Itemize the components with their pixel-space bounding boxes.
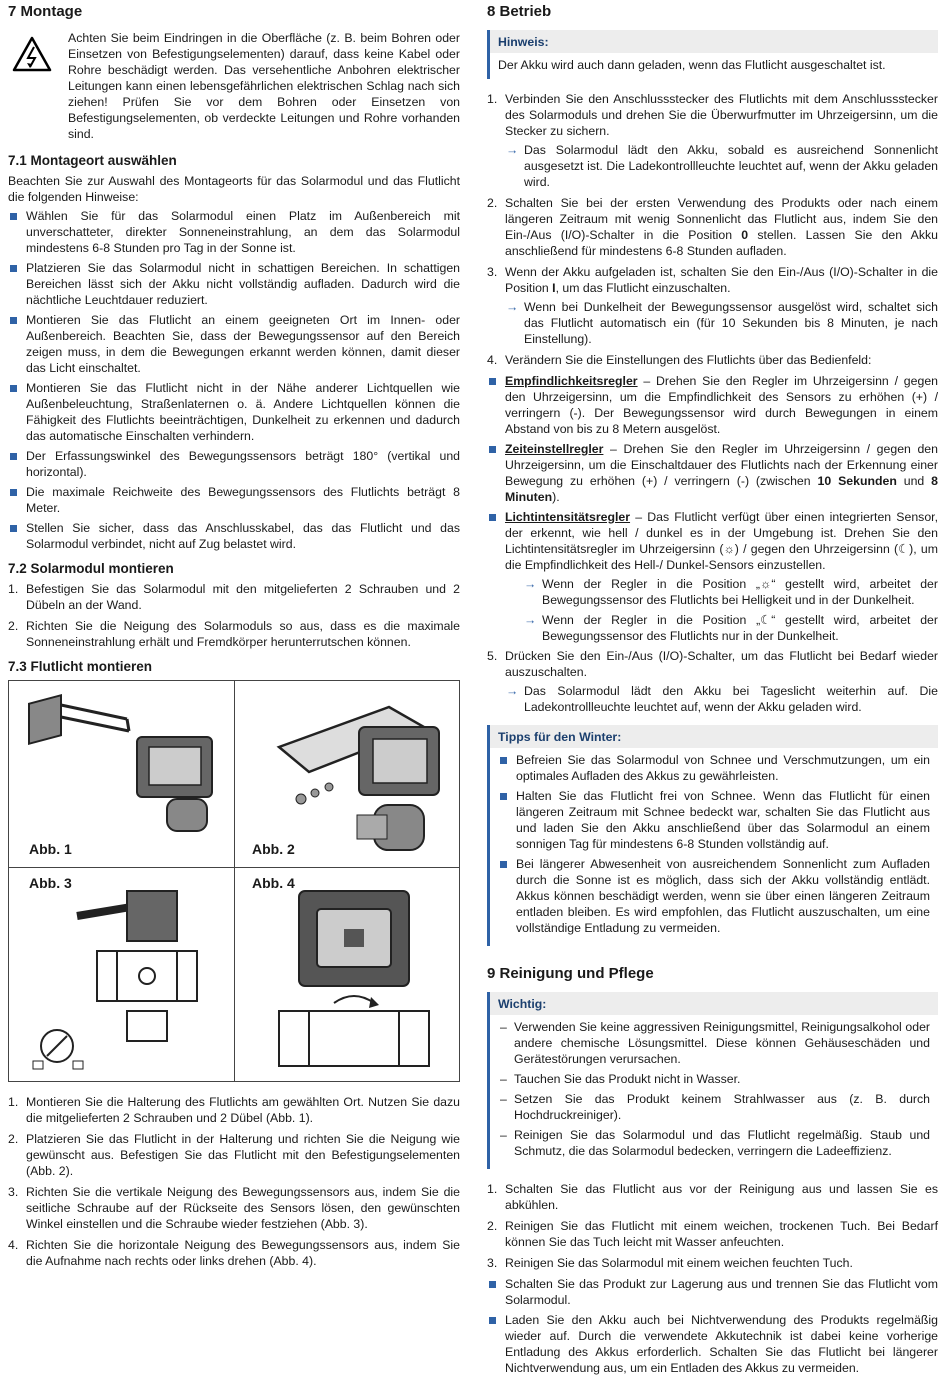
operation-steps-cont: [487, 648, 938, 715]
list-item: Halten Sie das Flutlicht frei von Schnee. Wenn das Flutlicht für einen längeren Zeitraum mit Schnee bedeckt war, schalten Sie das Flutlicht aus und laden Sie den Akku anschließend über das Solarmodul an einem sonnigen Tag für mindestens 6-8 Stunden vollständig auf.: [498, 788, 930, 852]
operation-steps: [487, 91, 938, 368]
moon-icon: ☾: [760, 613, 772, 627]
mounting-figures: [8, 680, 460, 1082]
section-8-title: 8 Betrieb: [487, 3, 552, 20]
list-item: 1. Schalten Sie das Flutlicht aus vor der Reinigung aus und lassen Sie es abkühlen.: [487, 1182, 938, 1212]
list-item: Der Erfassungswinkel des Bewegungssensors beträgt 180° (vertikal und horizontal).: [8, 448, 460, 480]
figure-4-sensor-rotate-illustration: [249, 881, 459, 1076]
list-item: 5. Drücken Sie den Ein-/Aus (I/O)-Schalter, um das Flutlicht bei Bedarf wieder auszuschalten. → Das Solarmodul lädt den Akku bei Tageslicht weiterhin auf. Die Ladekontrollleuchte leuchtet auf, wenn der Akku geladen wird.: [487, 649, 938, 714]
section-7-3-title: 7.3 Flutlicht montieren: [8, 659, 153, 674]
list-item: Stellen Sie sicher, dass das Anschlusskabel, das das Flutlicht und das Solarmodul verbindet, nicht auf Zug belastet wird.: [8, 520, 460, 552]
arrow-right-icon: →: [506, 143, 519, 157]
section-7-2-title: 7.2 Solarmodul montieren: [8, 561, 174, 576]
list-item: – Setzen Sie das Produkt keinem Strahlwasser aus (z. B. durch Hochdruckreiniger).: [498, 1091, 930, 1123]
right-column: [487, 0, 938, 1380]
list-item: – Tauchen Sie das Produkt nicht in Wasser.: [498, 1071, 930, 1087]
list-item: Montieren Sie das Flutlicht nicht in der Nähe anderer Lichtquellen wie Außenbeleuchtung, Straßenlaternen o. ä. Andere Lichtquellen können die Fähigkeit des Flutlichts beeinträchtigen, Dunkelheit zu erkennen und dadurch das automatische Einschalten verhindern.: [8, 380, 460, 444]
warning-text: Achten Sie beim Eindringen in die Oberfläche (z. B. beim Bohren oder Einsetzen von Befestigungselementen) darauf, dass keine Kabel oder Rohre beschädigt werden. Das versehentliche Anbohren elektrischer Leitungen kann einen lebensgefährlichen elektrischen Schlag nach sich ziehen! Prüfen Sie vor dem Bohren oder Einsetzen von Befestigungselementen, ob verdeckte Leitungen und Rohre vorhanden sind.: [68, 31, 460, 141]
figure-3-sensor-tilt-illustration: [17, 881, 227, 1076]
hint-box: [487, 30, 938, 79]
cleaning-steps: [487, 1181, 938, 1271]
result-item: → Wenn bei Dunkelheit der Bewegungssensor ausgelöst wird, schaltet sich das Flutlicht automatisch ein (für 10 Sekunden bis 8 Minuten, je nach Einstellung).: [506, 300, 938, 346]
section-7-1-intro: Beachten Sie zur Auswahl des Montageorts für das Solarmodul und das Flutlicht die folgenden Hinweise:: [8, 174, 460, 204]
list-item: Lichtintensitätsregler – Das Flutlicht verfügt über einen integrierten Sensor, der erkennt, wie hell / dunkel es in der Umgebung ist. Drehen Sie den Lichtintensitätsregler im Uhrzeigersinn (☼) / gegen den Uhrzeigersinn (☾), um die Empfindlichkeit des Hell-/ Dunkel-Sensors einzustellen. → Wenn der Regler in die Position „☼“ gestellt wird, arbeitet der Bewegungssensor des Flutlichts bei Helligkeit und in der Dunkelheit. → Wenn der Regler in die Position „☾“ gestellt wird, arbeitet der Bewegungssensor des Flutlichts nur in der Dunkelheit.: [487, 509, 938, 644]
hint-box-text: Der Akku wird auch dann geladen, wenn das Flutlicht ausgeschaltet ist.: [498, 58, 886, 72]
result-item: → Wenn der Regler in die Position „☼“ gestellt wird, arbeitet der Bewegungssensor des Flutlichts bei Helligkeit und in der Dunkelheit.: [524, 577, 938, 607]
section-7-1-title: 7.1 Montageort auswählen: [8, 153, 177, 168]
figure-3-label: Abb. 3: [29, 875, 72, 891]
list-item: 2. Reinigen Sie das Flutlicht mit einem weichen, trockenen Tuch. Bei Bedarf können Sie das Tuch leicht mit Wasser anfeuchten.: [487, 1219, 938, 1249]
important-list: [498, 1019, 930, 1159]
list-item: Laden Sie den Akku auch bei Nichtverwendung des Produkts regelmäßig wieder auf. Durch die verwendete Akkutechnik ist dabei keine vorherige Entladung des Akkus erforderlich. Schalten Sie das Flutlicht bei längerer Nichtverwendung aus, um ein Entladen des Akkus zu vermeiden.: [487, 1312, 938, 1376]
result-item: → Das Solarmodul lädt den Akku, sobald es ausreichend Sonnenlicht ausgesetzt ist. Die Ladekontrollleuchte leuchtet auf, wenn der Akku geladen wird.: [506, 143, 938, 189]
list-item: 1. Befestigen Sie das Solarmodul mit den mitgelieferten 2 Schrauben und 2 Dübeln an der Wand.: [8, 582, 460, 612]
list-item: 3. Reinigen Sie das Solarmodul mit einem weichen feuchten Tuch.: [487, 1256, 853, 1270]
list-item: – Reinigen Sie das Solarmodul und das Flutlicht regelmäßig. Staub und Schmutz, die das Solarmodul bedecken, verringern die Ladeeffizienz.: [498, 1127, 930, 1159]
list-item: Platzieren Sie das Solarmodul nicht in schattigen Bereichen. In schattigen Bereichen lässt sich der Akku nicht vollständig aufladen. Dadurch wird die nächtliche Leuchtdauer reduziert.: [8, 260, 460, 308]
list-item: 1. Montieren Sie die Halterung des Flutlichts am gewählten Ort. Nutzen Sie dazu die mitgelieferten 2 Schrauben und 2 Dübel (Abb. 1).: [8, 1095, 460, 1125]
controls-list: [487, 373, 938, 644]
list-item: Empfindlichkeitsregler – Drehen Sie den Regler im Uhrzeigersinn / gegen den Uhrzeigersinn, um die Empfindlichkeit des Sensors zu erhöhen (+) / verringern (-). Der Bewegungssensor wird durch Bewegungen in einem Abstand von bis zu 8 Metern ausgelöst.: [487, 373, 938, 437]
high-voltage-warning-icon: [12, 36, 52, 72]
warning-block: [8, 30, 460, 142]
winter-tips-box: [487, 725, 938, 946]
solar-mount-steps: [8, 581, 460, 650]
important-box-title: Wichtig:: [490, 992, 938, 1015]
hint-box-title: Hinweis:: [490, 30, 938, 53]
sun-icon: ☼: [723, 542, 735, 556]
list-item: 3. Richten Sie die vertikale Neigung des Bewegungssensors aus, indem Sie die seitliche Schraube auf der Rückseite des Sensors lösen, den gewünschten Winkel einstellen und die Schraube wieder festziehen (Abb. 3).: [8, 1185, 460, 1231]
important-box: [487, 992, 938, 1169]
section-7-title: 7 Montage: [8, 3, 83, 20]
list-item: 2. Richten Sie die Neigung des Solarmoduls so aus, dass es die maximale Sonneneinstrahlung erhält und Fremdkörper herunterrutschen können.: [8, 619, 460, 649]
list-item: 3. Wenn der Akku aufgeladen ist, schalten Sie den Ein-/Aus (I/O)-Schalter in die Position I, um das Flutlicht einzuschalten. → Wenn bei Dunkelheit der Bewegungssensor ausgelöst wird, schaltet sich das Flutlicht automatisch ein (für 10 Sekunden bis 8 Minuten, je nach Einstellung).: [487, 265, 938, 346]
arrow-right-icon: →: [506, 684, 519, 698]
moon-icon: ☾: [898, 542, 910, 556]
figure-4-label: Abb. 4: [252, 875, 295, 891]
list-item: 4. Verändern Sie die Einstellungen des Flutlichts über das Bedienfeld:: [487, 353, 872, 367]
section-9-title: 9 Reinigung und Pflege: [487, 965, 654, 982]
list-item: – Verwenden Sie keine aggressiven Reinigungsmittel, Reinigungsalkohol oder andere chemische Lösungsmittel. Diese können Gehäuseschäden und Gerätestörungen verursachen.: [498, 1019, 930, 1067]
list-item: Zeiteinstellregler – Drehen Sie den Regler im Uhrzeigersinn / gegen den Uhrzeigersinn, um die Einschaltdauer des Flutlichts nach der Erkennung einer Bewegung zu erhöhen (+) / verringern (-) (zwischen 10 Sekunden und 8 Minuten).: [487, 441, 938, 505]
location-hints-list: [8, 208, 460, 552]
list-item: 1. Verbinden Sie den Anschlussstecker des Flutlichts mit dem Anschlussstecker des Solarmoduls und drehen Sie die Überwurfmutter im Uhrzeigersinn, um die Stecker zu sichern. → Das Solarmodul lädt den Akku, sobald es ausreichend Sonnenlicht ausgesetzt ist. Die Ladekontrollleuchte leuchtet auf, wenn der Akku geladen wird.: [487, 92, 938, 189]
list-item: Die maximale Reichweite des Bewegungssensors des Flutlichts beträgt 8 Meter.: [8, 484, 460, 516]
arrow-right-icon: →: [524, 613, 537, 627]
list-item: Bei längerer Abwesenheit von ausreichendem Sonnenlicht zum Aufladen durch die Sonne ist es möglich, dass sich der Akku vollständig entlädt. Akkus können beschädigt werden, wenn sie über einen längeren Zeitraum entladen bleiben. Es wird empfohlen, das Flutlicht auszuschalten, um eine vollständige Entladung zu vermeiden.: [498, 856, 930, 936]
sun-icon: ☼: [760, 577, 772, 591]
figure-1-label: Abb. 1: [29, 841, 72, 857]
arrow-right-icon: →: [524, 577, 537, 591]
winter-tips-title: Tipps für den Winter:: [490, 725, 938, 748]
result-item: → Wenn der Regler in die Position „☾“ gestellt wird, arbeitet der Bewegungssensor des Flutlichts nur in der Dunkelheit.: [524, 613, 938, 643]
list-item: Befreien Sie das Solarmodul von Schnee und Verschmutzungen, um ein optimales Aufladen des Akkus zu gewährleisten.: [498, 752, 930, 784]
list-item: 2. Schalten Sie bei der ersten Verwendung des Produkts oder nach einem längeren Zeitraum mit wenig Sonnenlicht das Flutlicht aus, indem Sie den Ein-/Aus (I/O)-Schalter in die Position 0 stellen. Lassen Sie den Akku anschließend für mindestens 6-8 Stunden aufladen.: [487, 196, 938, 258]
result-item: → Das Solarmodul lädt den Akku bei Tageslicht weiterhin auf. Die Ladekontrollleuchte leuchtet auf, wenn der Akku geladen wird.: [506, 684, 938, 714]
list-item: Wählen Sie für das Solarmodul einen Platz im Außenbereich mit unverschatteter, direkter Sonneneinstrahlung, an dem das Solarmodul mindestens 6-8 Stunden pro Tag in der Sonne ist.: [8, 208, 460, 256]
figure-2-label: Abb. 2: [252, 841, 295, 857]
list-item: Montieren Sie das Flutlicht an einem geeigneten Ort im Innen- oder Außenbereich. Beachten Sie, dass der Bewegungssensor auf den Bereich zeigen muss, in dem die Bewegungen erkannt werden können, damit dieser das Licht einschaltet.: [8, 312, 460, 376]
floodlight-mount-steps: [8, 1094, 460, 1269]
figure-1-bracket-illustration: [17, 687, 227, 837]
list-item: 4. Richten Sie die horizontale Neigung des Bewegungssensors aus, indem Sie die Aufnahme nach rechts oder links drehen (Abb. 4).: [8, 1238, 460, 1268]
arrow-right-icon: →: [506, 300, 519, 314]
left-column: [8, 0, 460, 1274]
list-item: 2. Platzieren Sie das Flutlicht in der Halterung und richten Sie die Neigung wie gewünscht aus. Befestigen Sie das Flutlicht mit den Befestigungselementen (Abb. 2).: [8, 1132, 460, 1178]
list-item: Schalten Sie das Produkt zur Lagerung aus und trennen Sie das Flutlicht vom Solarmodul.: [487, 1276, 938, 1308]
winter-tips-list: [498, 752, 930, 936]
storage-list: [487, 1276, 938, 1376]
figure-2-floodlight-illustration: [249, 687, 459, 862]
